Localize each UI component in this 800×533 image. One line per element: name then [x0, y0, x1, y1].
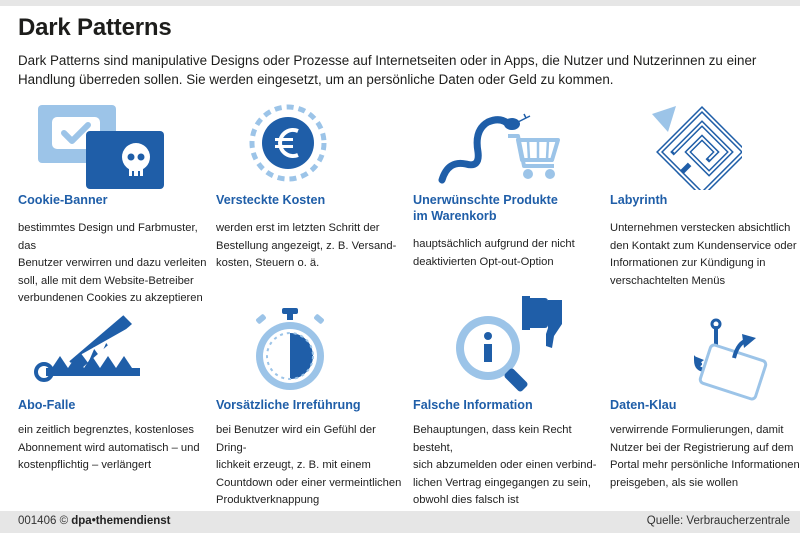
item-description: bestimmtes Design und Farbmuster, das Benutzer verwirren und dazu verleiten soll, alle mit dem Website-Betreiber verbundenen Cookies zu akzeptieren: [18, 222, 207, 304]
item-description: werden erst im letzten Schritt der Bestellung angezeigt, z. B. Versand- kosten, Steuern o. ä.: [216, 222, 397, 269]
item-description: Unternehmen verstecken absichtlich den Kontakt zum Kundenservice oder Informationen zur Kündigung in verschachtelten Menüs: [610, 222, 797, 287]
footer-source: Quelle: Verbraucherzentrale: [646, 515, 790, 527]
labyrinth-icon: [650, 104, 742, 190]
item-title: Cookie-Banner: [18, 193, 108, 207]
cookie-banner-icon: [38, 105, 168, 189]
item-description: ein zeitlich begrenztes, kostenloses Abonnement wird automatisch – und kostenpflichtig – verlängert: [18, 424, 200, 471]
top-bar: [0, 0, 800, 6]
footer-brand: dpa•themendienst: [71, 515, 171, 527]
info-thumbs-down-icon: [448, 296, 566, 392]
item-description: hauptsächlich aufgrund der nicht deaktivierten Opt-out-Option: [413, 238, 575, 268]
footer-credit: [18, 515, 170, 527]
item-description: verwirrende Formulierungen, damit Nutzer bei der Registrierung auf dem Portal mehr persönliche Informationen preisgeben, als sie wollen: [610, 424, 800, 489]
trap-icon: [32, 312, 144, 388]
item-title: Daten-Klau: [610, 398, 677, 412]
item-title: Abo-Falle: [18, 398, 76, 412]
item-title: Unerwünschte Produkte im Warenkorb: [413, 193, 558, 223]
snake-cart-icon: [438, 108, 563, 184]
footer: [0, 511, 800, 533]
item-title: Versteckte Kosten: [216, 193, 326, 207]
item-title: Vorsätzliche Irreführung: [216, 398, 361, 412]
item-title: Falsche Information: [413, 398, 533, 412]
page-title: Dark Patterns: [18, 14, 172, 41]
footer-code: 001406 ©: [18, 515, 69, 527]
item-description: Behauptungen, dass kein Recht besteht, sich abzumelden oder einen verbind- lichen Vertrag eingegangen zu sein, obwohl dies falsch ist: [413, 424, 597, 506]
intro-text: Dark Patterns sind manipulative Designs oder Prozesse auf Internetseiten oder in Apps, die Nutzer und Nutzerinnen zu einer Handlung überreden sollen. Sie werden eingesetzt, um an persönliche Daten oder Geld zu kommen.: [18, 53, 757, 87]
item-description: bei Benutzer wird ein Gefühl der Dring- lichkeit erzeugt, z. B. mit einem Countdown oder einer vermeintlichen Produktverknappung: [216, 424, 402, 506]
euro-icon: [248, 103, 328, 183]
stopwatch-icon: [248, 306, 332, 392]
item-title: Labyrinth: [610, 193, 668, 207]
